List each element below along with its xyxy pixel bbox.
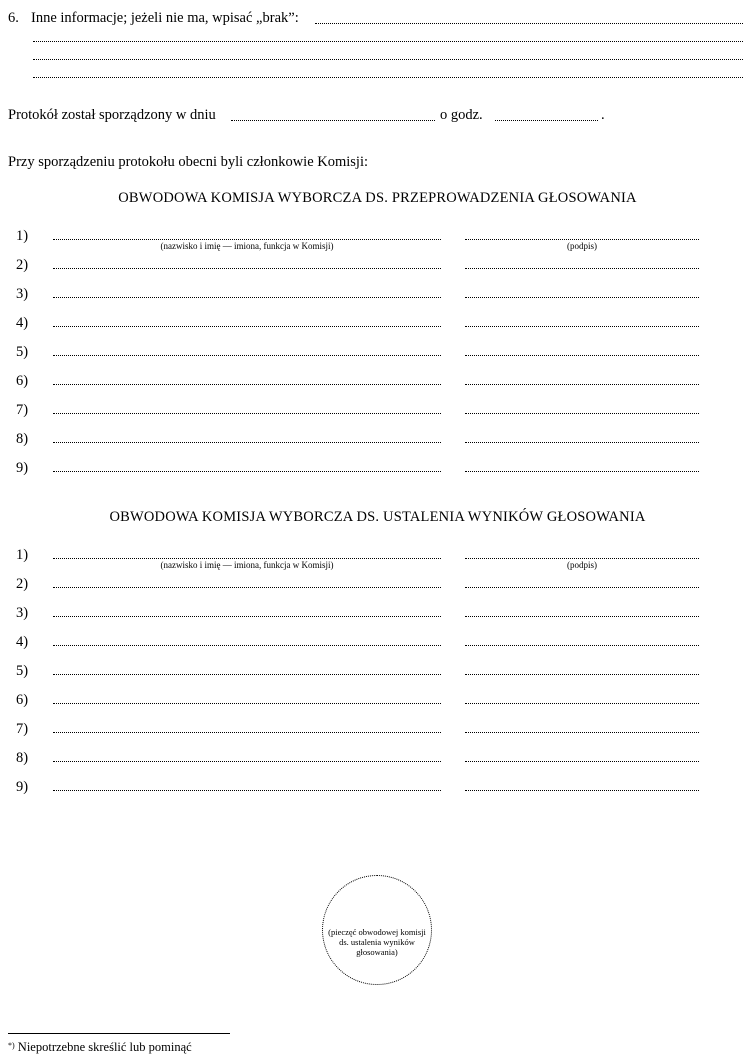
member-name-field[interactable] xyxy=(53,471,441,472)
member-name-field[interactable] xyxy=(53,645,441,646)
member-row-number: 3) xyxy=(16,605,29,621)
stamp-line-1: (pieczęć obwodowej komisji xyxy=(328,927,426,937)
member-row-number: 7) xyxy=(16,721,29,737)
footnote-text: Niepotrzebne skreślić lub pominąć xyxy=(17,1040,192,1054)
member-signature-field[interactable] xyxy=(465,442,699,443)
member-row-number: 1) xyxy=(16,228,29,244)
member-name-field[interactable] xyxy=(53,587,441,588)
protocol-date-prefix: Protokół został sporządzony w dniu xyxy=(8,107,216,123)
member-signature-field[interactable] xyxy=(465,355,699,356)
member-signature-field[interactable] xyxy=(465,326,699,327)
member-name-field[interactable] xyxy=(53,442,441,443)
member-name-field[interactable] xyxy=(53,355,441,356)
member-name-field[interactable] xyxy=(53,326,441,327)
name-caption: (nazwisko i imię — imiona, funkcja w Komisji) xyxy=(160,560,334,570)
member-name-field[interactable] xyxy=(53,268,441,269)
member-name-field[interactable] xyxy=(53,297,441,298)
member-signature-field[interactable] xyxy=(465,790,699,791)
member-signature-field[interactable] xyxy=(465,645,699,646)
member-name-field[interactable] xyxy=(53,732,441,733)
stamp-line-3: głosowania) xyxy=(356,947,398,957)
signature-caption: (podpis) xyxy=(567,241,597,251)
member-name-field[interactable] xyxy=(53,616,441,617)
footnote xyxy=(8,1040,192,1055)
protocol-time-label: o godz. xyxy=(440,107,483,123)
member-signature-field[interactable] xyxy=(465,616,699,617)
member-name-field[interactable] xyxy=(53,674,441,675)
member-name-field[interactable] xyxy=(53,703,441,704)
commission-stamp xyxy=(322,875,432,985)
member-row-number: 8) xyxy=(16,431,29,447)
footnote-rule xyxy=(8,1033,230,1034)
member-row-number: 6) xyxy=(16,373,29,389)
stamp-text xyxy=(323,927,431,957)
member-signature-field[interactable] xyxy=(465,674,699,675)
name-caption: (nazwisko i imię — imiona, funkcja w Komisji) xyxy=(160,241,334,251)
section-6-label: Inne informacje; jeżeli nie ma, wpisać „brak”: xyxy=(31,10,299,26)
member-row-number: 2) xyxy=(16,576,29,592)
member-signature-field[interactable] xyxy=(465,703,699,704)
signature-caption: (podpis) xyxy=(567,560,597,570)
commission-heading: OBWODOWA KOMISJA WYBORCZA DS. PRZEPROWADZENIA GŁOSOWANIA xyxy=(118,190,637,206)
protocol-end-dot: . xyxy=(601,107,605,123)
section-6-number: 6. xyxy=(8,10,19,26)
member-row-number: 4) xyxy=(16,634,29,650)
stamp-line-2: ds. ustalenia wyników xyxy=(339,937,415,947)
member-row-number: 5) xyxy=(16,344,29,360)
member-signature-field[interactable] xyxy=(465,268,699,269)
member-name-field[interactable] xyxy=(53,413,441,414)
member-signature-field[interactable] xyxy=(465,384,699,385)
commission-heading: OBWODOWA KOMISJA WYBORCZA DS. USTALENIA WYNIKÓW GŁOSOWANIA xyxy=(109,509,646,525)
member-name-field[interactable] xyxy=(53,384,441,385)
other-info-line-1[interactable] xyxy=(315,23,743,24)
member-name-field[interactable] xyxy=(53,239,441,240)
member-row-number: 7) xyxy=(16,402,29,418)
protocol-date-field[interactable] xyxy=(231,120,435,121)
member-row-number: 9) xyxy=(16,460,29,476)
member-name-field[interactable] xyxy=(53,790,441,791)
present-members-text: Przy sporządzeniu protokołu obecni byli członkowie Komisji: xyxy=(8,154,369,170)
other-info-line-2[interactable] xyxy=(33,41,743,42)
member-signature-field[interactable] xyxy=(465,239,699,240)
member-name-field[interactable] xyxy=(53,761,441,762)
member-signature-field[interactable] xyxy=(465,587,699,588)
member-signature-field[interactable] xyxy=(465,558,699,559)
member-row-number: 8) xyxy=(16,750,29,766)
member-row-number: 3) xyxy=(16,286,29,302)
member-signature-field[interactable] xyxy=(465,732,699,733)
member-row-number: 6) xyxy=(16,692,29,708)
member-row-number: 1) xyxy=(16,547,29,563)
member-signature-field[interactable] xyxy=(465,297,699,298)
other-info-line-3[interactable] xyxy=(33,59,743,60)
protocol-time-field[interactable] xyxy=(495,120,598,121)
footnote-marker: *) xyxy=(8,1041,15,1050)
member-row-number: 9) xyxy=(16,779,29,795)
member-row-number: 5) xyxy=(16,663,29,679)
member-signature-field[interactable] xyxy=(465,413,699,414)
member-name-field[interactable] xyxy=(53,558,441,559)
member-signature-field[interactable] xyxy=(465,761,699,762)
member-signature-field[interactable] xyxy=(465,471,699,472)
member-row-number: 4) xyxy=(16,315,29,331)
member-row-number: 2) xyxy=(16,257,29,273)
other-info-line-4[interactable] xyxy=(33,77,743,78)
